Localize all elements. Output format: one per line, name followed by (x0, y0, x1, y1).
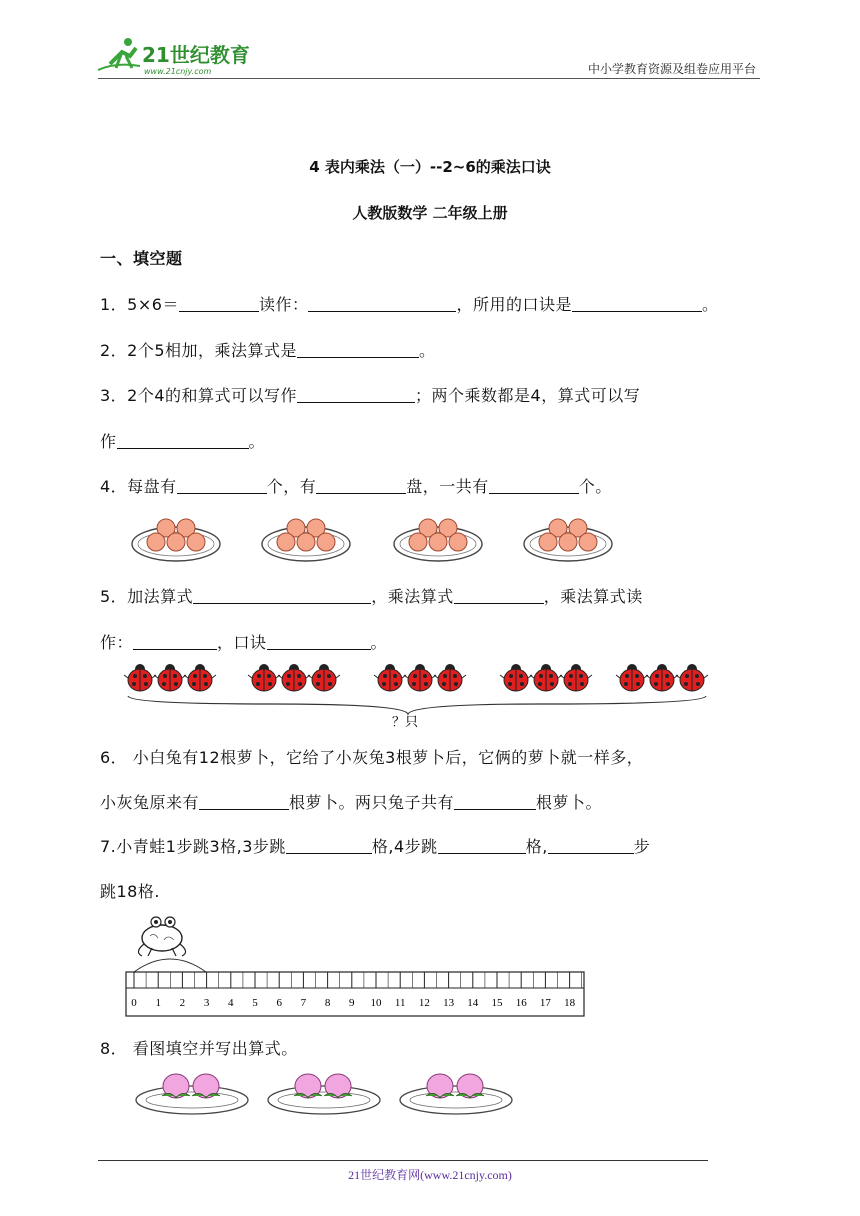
peach-icon (409, 533, 427, 551)
footer-text: 21世纪教育网(www.21cnjy.com) (348, 1168, 512, 1182)
peach-icon (147, 533, 165, 551)
answer-blank[interactable] (193, 587, 371, 604)
ladybug-icon (248, 664, 280, 691)
grouping-brace (128, 696, 706, 714)
ladybug-icon (124, 664, 156, 691)
answer-blank[interactable] (454, 793, 536, 810)
question-6: 6． 小白兔有12根萝卜，它给了小灰兔3根萝卜后，它俩的萝卜就一样多， (100, 748, 644, 767)
question-7: 7.小青蛙1步跳3格,3步跳 格,4步跳 格, 步 (100, 837, 651, 856)
number-line-label: 18 (564, 997, 576, 1009)
answer-blank[interactable] (454, 587, 544, 604)
number-line-label: 7 (300, 997, 307, 1009)
answer-blank[interactable] (297, 341, 419, 358)
ladybug-figure (122, 660, 722, 732)
question-2: 2．2个5相加，乘法算式是 。 (100, 341, 436, 360)
peach-icon (539, 533, 557, 551)
question-5: 5．加法算式 ，乘法算式 ，乘法算式读 (100, 587, 643, 606)
runner-logo-icon (98, 38, 140, 70)
answer-blank[interactable] (438, 837, 526, 854)
ladybug-icon (616, 664, 648, 691)
ladybug-icon (646, 664, 678, 691)
question-4: 4．每盘有 个，有 盘，一共有 个。 (100, 477, 612, 496)
answer-blank[interactable] (133, 633, 217, 650)
logo-subtext: www.21cnjy.com (144, 67, 212, 76)
answer-blank[interactable] (548, 837, 634, 854)
peach-icon (277, 533, 295, 551)
logo-text: 21世纪教育 (142, 43, 250, 67)
peach-plate-icon (268, 1074, 380, 1114)
peach-plate-icon (394, 519, 482, 561)
number-line-label: 13 (443, 997, 455, 1009)
brace-label: ？只 (392, 715, 419, 730)
peach-plates-figure (126, 508, 666, 566)
number-line-label: 17 (539, 997, 551, 1009)
answer-blank[interactable] (308, 295, 456, 312)
number-line-label: 4 (228, 997, 234, 1009)
number-line-label: 6 (276, 997, 282, 1009)
page-subtitle: 人教版数学 二年级上册 (352, 204, 508, 222)
question-3-continued: 作 。 (100, 432, 266, 451)
number-line-label: 0 (131, 997, 137, 1009)
frog-icon (138, 917, 185, 956)
peach-icon (429, 533, 447, 551)
ladybug-icon (500, 664, 532, 691)
answer-blank[interactable] (179, 295, 259, 312)
ladybug-icon (560, 664, 592, 691)
ladybug-icon (404, 664, 436, 691)
site-logo (96, 34, 266, 78)
ladybug-icon (184, 664, 216, 691)
number-line-label: 16 (515, 997, 527, 1009)
number-line-label: 11 (394, 997, 406, 1009)
number-line-label: 3 (203, 997, 210, 1009)
peach-icon (317, 533, 335, 551)
question-7-continued: 跳18格. (100, 882, 160, 901)
answer-blank[interactable] (117, 432, 249, 449)
answer-blank[interactable] (199, 793, 289, 810)
peach-plates-figure-2 (134, 1068, 524, 1118)
question-6-continued: 小灰兔原来有 根萝卜。两只兔子共有 根萝卜。 (100, 793, 603, 812)
number-line-label: 8 (324, 997, 331, 1009)
question-5-continued: 作： ，口诀 。 (100, 633, 388, 652)
question-1: 1．5×6＝ 读作： ，所用的口诀是 。 (100, 295, 719, 314)
header-platform-text: 中小学教育资源及组卷应用平台 (587, 62, 756, 76)
ladybug-icon (278, 664, 310, 691)
peach-plate-icon (400, 1074, 512, 1114)
ladybug-icon (154, 664, 186, 691)
jump-arc (134, 959, 206, 972)
frog-number-line-figure (120, 908, 590, 1020)
peach-plate-icon (262, 519, 350, 561)
footer-divider (98, 1160, 708, 1161)
peach-icon (559, 533, 577, 551)
answer-blank[interactable] (286, 837, 372, 854)
answer-blank[interactable] (267, 633, 371, 650)
number-line-label: 5 (252, 997, 258, 1009)
peach-icon (579, 533, 597, 551)
peach-icon (187, 533, 205, 551)
number-line-label: 14 (467, 997, 479, 1009)
question-8: 8． 看图填空并写出算式。 (100, 1039, 298, 1058)
answer-blank[interactable] (297, 386, 415, 403)
number-line-label: 1 (155, 997, 161, 1009)
number-line-label: 2 (179, 997, 186, 1009)
answer-blank[interactable] (572, 295, 702, 312)
answer-blank[interactable] (489, 477, 579, 494)
ladybug-icon (308, 664, 340, 691)
peach-plate-icon (132, 519, 220, 561)
ladybug-icon (434, 664, 466, 691)
page-title: 4 表内乘法（一）--2~6的乘法口诀 (309, 158, 551, 176)
number-line-label: 9 (349, 997, 355, 1009)
peach-icon (297, 533, 315, 551)
peach-icon (449, 533, 467, 551)
header-divider (98, 78, 760, 79)
peach-plate-icon (524, 519, 612, 561)
question-3: 3．2个4的和算式可以写作 ；两个乘数都是4，算式可以写 (100, 386, 641, 405)
peach-plate-icon (136, 1074, 248, 1114)
ladybug-icon (374, 664, 406, 691)
answer-blank[interactable] (316, 477, 406, 494)
number-line-label: 12 (418, 997, 430, 1009)
ladybug-icon (530, 664, 562, 691)
ladybug-icon (676, 664, 708, 691)
peach-icon (167, 533, 185, 551)
number-line-label: 10 (370, 997, 382, 1009)
answer-blank[interactable] (177, 477, 267, 494)
section-heading: 一、填空题 (100, 249, 183, 268)
number-line-label: 15 (491, 997, 503, 1009)
